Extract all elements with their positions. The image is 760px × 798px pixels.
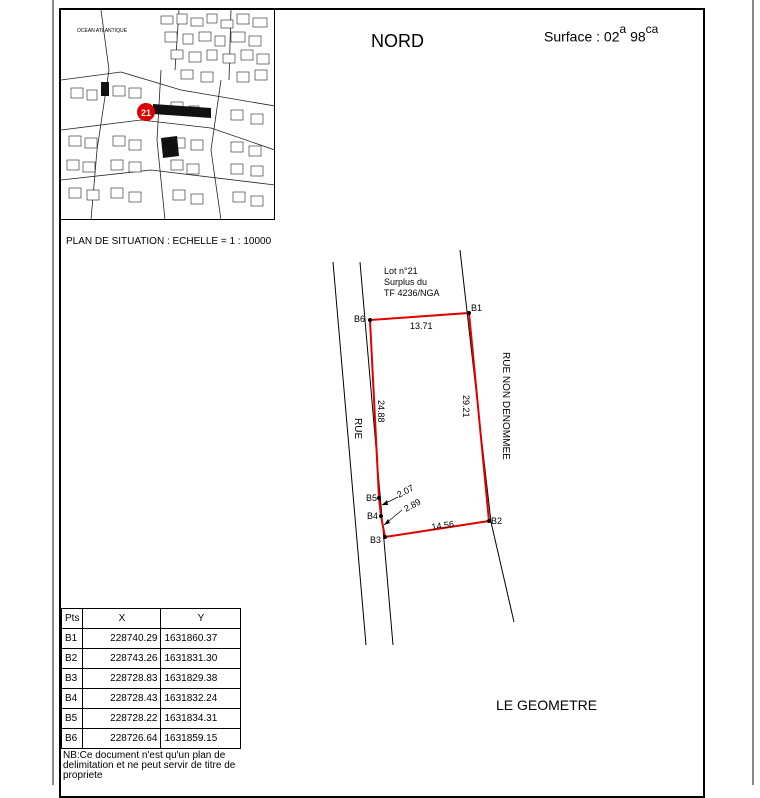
cell-x: 228726.64 [83, 729, 161, 749]
cell-y: 1631860.37 [161, 629, 241, 649]
length-b6-b1: 13.71 [410, 321, 433, 331]
length-b2-b3: 14.56 [430, 518, 455, 532]
cell-point: B1 [62, 629, 83, 649]
cell-x: 228740.29 [83, 629, 161, 649]
cell-y: 1631834.31 [161, 709, 241, 729]
road-left-label: RUE [352, 418, 363, 440]
surface-title: Surface : [544, 28, 601, 45]
cell-point: B2 [62, 649, 83, 669]
north-label: NORD [371, 31, 424, 51]
leader-b4-b5-arrow [382, 500, 388, 505]
point-b1-label: B1 [471, 303, 483, 313]
cell-y: 1631832.24 [161, 689, 241, 709]
point-b5-label: B5 [366, 493, 378, 503]
cell-point: B3 [62, 669, 83, 689]
table-row [62, 709, 241, 729]
cell-point: B5 [62, 709, 83, 729]
signature-label: LE GEOMETRE [496, 697, 598, 713]
ocean-label: OCEAN ATLANTIQUE [77, 28, 127, 34]
cell-y: 1631859.15 [161, 729, 241, 749]
coordinates-table [61, 608, 241, 749]
cell-x: 228728.83 [83, 669, 161, 689]
cell-x: 228728.22 [83, 709, 161, 729]
table-row [62, 689, 241, 709]
disclaimer-note: NB:Ce document n'est qu'un plan de delimitation et ne peut servir de titre de propriete [63, 750, 236, 781]
point-b4-marker [379, 514, 383, 518]
length-b3-b4: 2.89 [402, 496, 423, 514]
surface-ares-unit: a [619, 22, 627, 36]
point-b6-marker [368, 318, 372, 322]
map-caption: PLAN DE SITUATION : ECHELLE = 1 : 10000 [66, 236, 272, 247]
table-row [62, 649, 241, 669]
cell-y: 1631831.30 [161, 649, 241, 669]
lot-title-line-1: Lot n°21 [384, 266, 418, 276]
lot-title-line-3: TF 4236/NGA [384, 288, 440, 298]
length-b4-b5: 2.07 [395, 482, 416, 500]
length-b5-b6: 24.88 [376, 400, 386, 423]
leader-b3-b4-arrow [384, 519, 390, 525]
point-b6-label: B6 [354, 314, 366, 324]
cell-y: 1631829.38 [161, 669, 241, 689]
table-row [62, 629, 241, 649]
point-b4-label: B4 [367, 511, 379, 521]
cell-point: B4 [62, 689, 83, 709]
lot-title-line-2: Surplus du [384, 277, 428, 287]
point-b5-marker [377, 496, 381, 500]
road-right-extension [491, 522, 514, 622]
surface-centiares: 98 [630, 28, 646, 45]
point-b3-marker [383, 535, 387, 539]
table-row [62, 669, 241, 689]
cell-point: B6 [62, 729, 83, 749]
table-row [62, 729, 241, 749]
cell-x: 228743.26 [83, 649, 161, 669]
header-y: Y [161, 609, 241, 629]
header-pts: Pts [62, 609, 83, 629]
surface-ares: 02 [603, 28, 620, 45]
surface-centiares-unit: ca [645, 22, 659, 36]
point-b3-label: B3 [370, 535, 382, 545]
cell-x: 228728.43 [83, 689, 161, 709]
table-header-row [62, 609, 241, 629]
header-x: X [83, 609, 161, 629]
location-marker-label: 21 [140, 108, 152, 118]
length-b1-b2: 29.21 [461, 395, 471, 418]
point-b2-label: B2 [491, 516, 503, 526]
road-right-label: RUE NON DENOMMEE [500, 352, 511, 460]
